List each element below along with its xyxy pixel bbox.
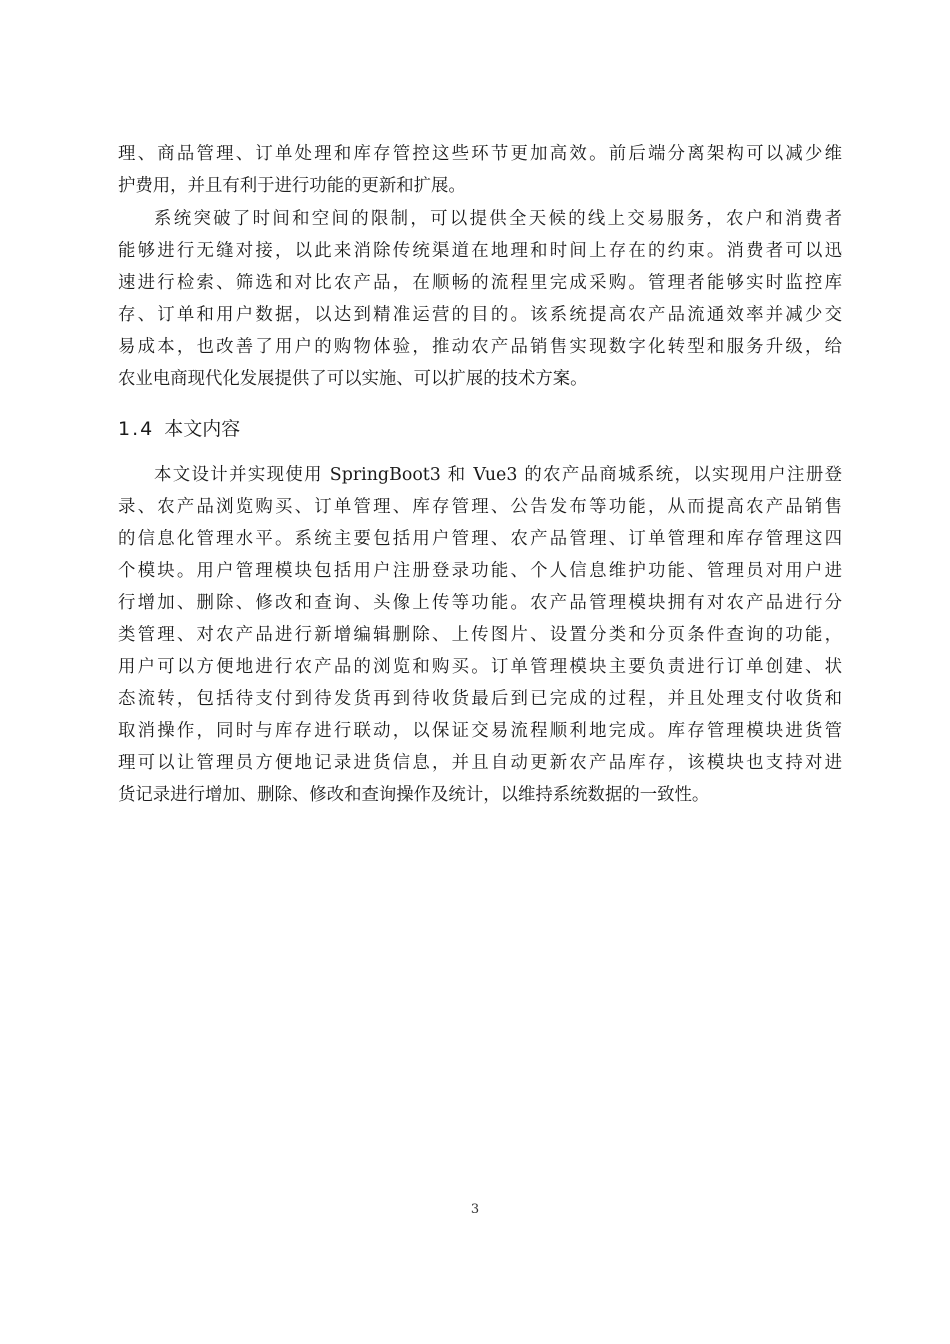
section-title: 本文内容 xyxy=(164,418,241,440)
text-line: 个模块。用户管理模块包括用户注册登录功能、个人信息维护功能、管理员对用户进 xyxy=(118,561,842,581)
paragraph-system-benefits xyxy=(118,203,842,395)
paragraph-continuation xyxy=(118,138,842,202)
text-line: 能够进行无缝对接，以此来消除传统渠道在地理和时间上存在的约束。消费者可以迅 xyxy=(118,241,842,261)
text-line: 理可以让管理员方便地记录进货信息，并且自动更新农产品库存，该模块也支持对进 xyxy=(118,753,842,773)
text-line: 的信息化管理水平。系统主要包括用户管理、农产品管理、订单管理和库存管理这四 xyxy=(118,529,842,549)
text-line: 录、农产品浏览购买、订单管理、库存管理、公告发布等功能，从而提高农产品销售 xyxy=(118,497,842,517)
text-line: 理、商品管理、订单处理和库存管控这些环节更加高效。前后端分离架构可以减少维 xyxy=(118,144,842,164)
text-line: 取消操作，同时与库存进行联动，以保证交易流程顺利地完成。库存管理模块进货管 xyxy=(118,721,842,741)
section-heading xyxy=(118,412,240,446)
text-line: 货记录进行增加、删除、修改和查询操作及统计，以维持系统数据的一致性。 xyxy=(118,785,710,805)
text-line: 易成本，也改善了用户的购物体验，推动农产品销售实现数字化转型和服务升级，给 xyxy=(118,337,842,357)
text-line: 用户可以方便地进行农产品的浏览和购买。订单管理模块主要负责进行订单创建、状 xyxy=(118,657,842,677)
text-line: 行增加、删除、修改和查询、头像上传等功能。农产品管理模块拥有对农产品进行分 xyxy=(118,593,842,613)
section-number: 1.4 xyxy=(118,418,155,440)
text-line: 存、订单和用户数据，以达到精准运营的目的。该系统提高农产品流通效率并减少交 xyxy=(118,305,842,325)
text-line: 农业电商现代化发展提供了可以实施、可以扩展的技术方案。 xyxy=(118,369,588,389)
text-line: 护费用，并且有利于进行功能的更新和扩展。 xyxy=(118,176,466,196)
text-line: 本文设计并实现使用 SpringBoot3 和 Vue3 的农产品商城系统，以实现用户注册登 xyxy=(154,465,842,485)
text-line: 态流转，包括待支付到待发货再到待收货最后到已完成的过程，并且处理支付收货和 xyxy=(118,689,842,709)
paragraph-section-content xyxy=(118,459,842,811)
text-line: 系统突破了时间和空间的限制，可以提供全天候的线上交易服务，农户和消费者 xyxy=(154,209,842,229)
text-line: 速进行检索、筛选和对比农产品，在顺畅的流程里完成采购。管理者能够实时监控库 xyxy=(118,273,842,293)
text-line: 类管理、对农产品进行新增编辑删除、上传图片、设置分类和分页条件查询的功能， xyxy=(118,625,842,645)
page-number: 3 xyxy=(470,1202,480,1217)
